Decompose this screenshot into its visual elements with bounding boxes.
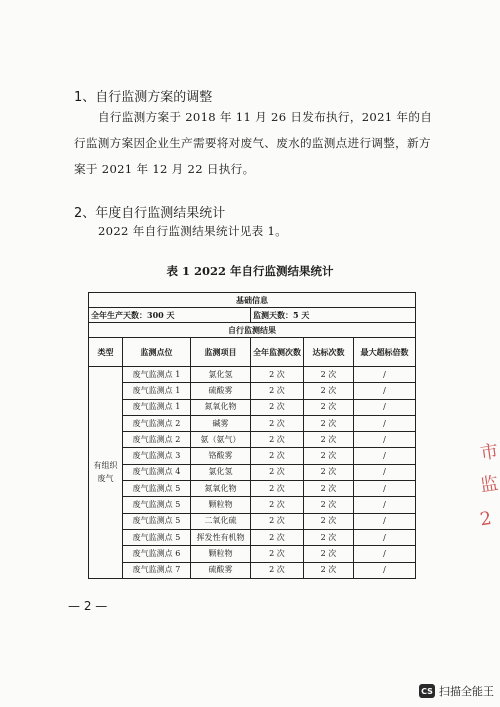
point-cell: 废气监测点 5 — [123, 513, 191, 529]
red-seal-fragment: 市 — [478, 440, 500, 465]
header-compliant-count: 达标次数 — [304, 338, 354, 367]
max-exceed-cell: / — [354, 481, 416, 497]
header-type: 类型 — [89, 338, 123, 367]
max-exceed-cell: / — [354, 513, 416, 529]
annual-count-cell: 2 次 — [251, 432, 304, 448]
annual-count-cell: 2 次 — [251, 367, 304, 383]
camscanner-logo-icon: CS — [419, 684, 435, 698]
table-row — [89, 383, 416, 399]
section-1-paragraph: 自行监测方案于 2018 年 11 月 26 日发布执行，2021 年的自行监测方案因企业生产需要将对废气、废水的监测点进行调整，新方案于 2021 年 12 月 22 日执行。 — [74, 110, 433, 176]
item-cell: 颗粒物 — [191, 546, 251, 562]
header-annual-count: 全年监测次数 — [251, 338, 304, 367]
max-exceed-cell: / — [354, 497, 416, 513]
header-point: 监测点位 — [123, 338, 191, 367]
results-title: 自行监测结果 — [89, 323, 416, 338]
type-cell: 有组织废气 — [89, 367, 123, 579]
annual-count-cell: 2 次 — [251, 562, 304, 578]
annual-count-cell: 2 次 — [251, 415, 304, 431]
point-cell: 废气监测点 2 — [123, 432, 191, 448]
annual-count-cell: 2 次 — [251, 448, 304, 464]
page-number: — 2 — — [68, 599, 108, 613]
item-cell: 氯化氢 — [191, 367, 251, 383]
table-row — [89, 546, 416, 562]
scanner-watermark — [419, 683, 494, 699]
compliant-count-cell: 2 次 — [304, 415, 354, 431]
header-item: 监测项目 — [191, 338, 251, 367]
table-row — [89, 464, 416, 480]
point-cell: 废气监测点 1 — [123, 383, 191, 399]
table-row — [89, 497, 416, 513]
compliant-count-cell: 2 次 — [304, 529, 354, 545]
compliant-count-cell: 2 次 — [304, 513, 354, 529]
compliant-count-cell: 2 次 — [304, 432, 354, 448]
annual-count-cell: 2 次 — [251, 464, 304, 480]
production-days: 全年生产天数：300 天 — [89, 308, 251, 323]
item-cell: 氨（氨气） — [191, 432, 251, 448]
max-exceed-cell: / — [354, 415, 416, 431]
table-row — [89, 513, 416, 529]
table-row — [89, 529, 416, 545]
section-1-heading: 1、自行监测方案的调整 — [74, 90, 213, 105]
item-cell: 硫酸雾 — [191, 562, 251, 578]
basic-info-title: 基础信息 — [89, 293, 416, 308]
point-cell: 废气监测点 3 — [123, 448, 191, 464]
annual-count-cell: 2 次 — [251, 497, 304, 513]
annual-count-cell: 2 次 — [251, 383, 304, 399]
max-exceed-cell: / — [354, 464, 416, 480]
compliant-count-cell: 2 次 — [304, 383, 354, 399]
section-2-heading: 2、年度自行监测结果统计 — [74, 206, 226, 221]
max-exceed-cell: / — [354, 432, 416, 448]
annual-count-cell: 2 次 — [251, 546, 304, 562]
monitoring-results-table — [88, 292, 416, 579]
compliant-count-cell: 2 次 — [304, 367, 354, 383]
annual-count-cell: 2 次 — [251, 399, 304, 415]
annual-count-cell: 2 次 — [251, 481, 304, 497]
max-exceed-cell: / — [354, 529, 416, 545]
max-exceed-cell: / — [354, 367, 416, 383]
max-exceed-cell: / — [354, 546, 416, 562]
point-cell: 废气监测点 5 — [123, 529, 191, 545]
compliant-count-cell: 2 次 — [304, 497, 354, 513]
item-cell: 碱雾 — [191, 415, 251, 431]
compliant-count-cell: 2 次 — [304, 546, 354, 562]
compliant-count-cell: 2 次 — [304, 464, 354, 480]
item-cell: 硫酸雾 — [191, 383, 251, 399]
point-cell: 废气监测点 4 — [123, 464, 191, 480]
item-cell: 氮氧化物 — [191, 481, 251, 497]
point-cell: 废气监测点 5 — [123, 497, 191, 513]
point-cell: 废气监测点 1 — [123, 367, 191, 383]
point-cell: 废气监测点 2 — [123, 415, 191, 431]
table-caption: 表 1 2022 年自行监测结果统计 — [166, 264, 334, 278]
section-2-paragraph: 2022 年自行监测结果统计见表 1。 — [98, 224, 288, 238]
annual-count-cell: 2 次 — [251, 529, 304, 545]
item-cell: 氯化氢 — [191, 464, 251, 480]
compliant-count-cell: 2 次 — [304, 399, 354, 415]
item-cell: 颗粒物 — [191, 497, 251, 513]
scanner-label: 扫描全能王 — [439, 685, 494, 698]
compliant-count-cell: 2 次 — [304, 562, 354, 578]
table-row — [89, 448, 416, 464]
max-exceed-cell: / — [354, 383, 416, 399]
table-row — [89, 415, 416, 431]
red-seal-fragment: 2 — [478, 507, 493, 531]
point-cell: 废气监测点 7 — [123, 562, 191, 578]
compliant-count-cell: 2 次 — [304, 481, 354, 497]
table-row — [89, 481, 416, 497]
point-cell: 废气监测点 6 — [123, 546, 191, 562]
monitoring-days: 监测天数：5 天 — [251, 308, 416, 323]
item-cell: 铬酸雾 — [191, 448, 251, 464]
max-exceed-cell: / — [354, 562, 416, 578]
point-cell: 废气监测点 5 — [123, 481, 191, 497]
max-exceed-cell: / — [354, 399, 416, 415]
max-exceed-cell: / — [354, 448, 416, 464]
table-row — [89, 399, 416, 415]
table-row — [89, 367, 416, 383]
item-cell: 二氧化硫 — [191, 513, 251, 529]
table-row — [89, 432, 416, 448]
point-cell: 废气监测点 1 — [123, 399, 191, 415]
item-cell: 挥发性有机物 — [191, 529, 251, 545]
header-max-exceed: 最大超标倍数 — [354, 338, 416, 367]
compliant-count-cell: 2 次 — [304, 448, 354, 464]
red-seal-fragment: 监 — [478, 472, 500, 497]
item-cell: 氮氧化物 — [191, 399, 251, 415]
annual-count-cell: 2 次 — [251, 513, 304, 529]
table-row — [89, 562, 416, 578]
